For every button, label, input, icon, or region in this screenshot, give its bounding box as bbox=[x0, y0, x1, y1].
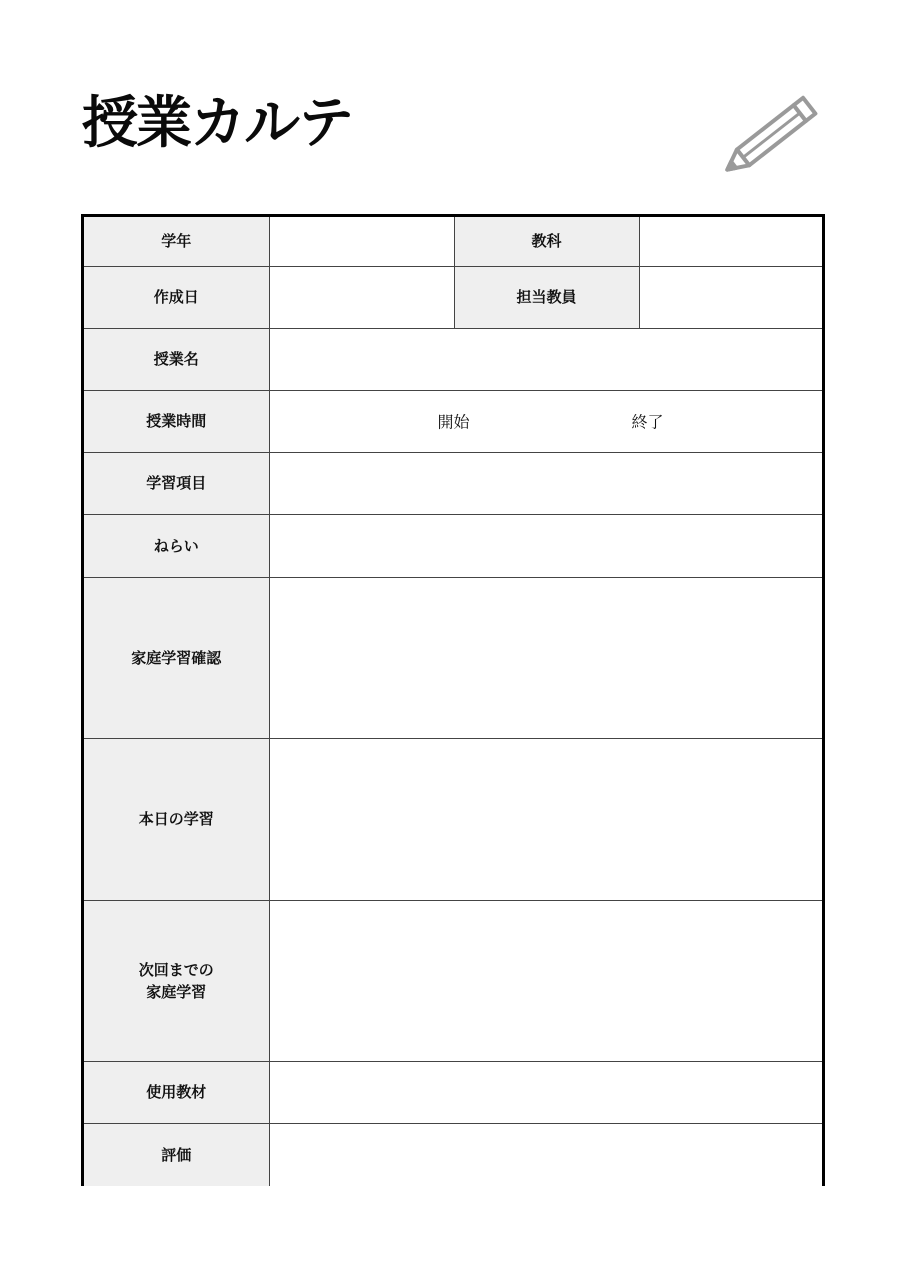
today-learning-field[interactable] bbox=[269, 738, 822, 900]
learning-item-field[interactable] bbox=[269, 452, 822, 514]
next-home-study-label-line2: 家庭学習 bbox=[146, 982, 207, 1001]
row-next-home-study bbox=[84, 900, 822, 1061]
time-end-label: 終了 bbox=[631, 412, 664, 432]
grade-field[interactable] bbox=[269, 217, 454, 266]
learning-item-label: 学習項目 bbox=[84, 452, 269, 514]
lesson-name-field[interactable] bbox=[269, 328, 822, 390]
pencil-icon bbox=[718, 88, 828, 180]
aim-label: ねらい bbox=[84, 514, 269, 577]
teacher-field[interactable] bbox=[639, 266, 822, 328]
home-study-check-field[interactable] bbox=[269, 577, 822, 738]
lesson-chart-table bbox=[84, 217, 822, 1186]
materials-field[interactable] bbox=[269, 1061, 822, 1123]
row-materials bbox=[84, 1061, 822, 1123]
evaluation-field[interactable] bbox=[269, 1123, 822, 1186]
subject-field[interactable] bbox=[639, 217, 822, 266]
aim-field[interactable] bbox=[269, 514, 822, 577]
created-date-label: 作成日 bbox=[84, 266, 269, 328]
row-lesson-name bbox=[84, 328, 822, 390]
created-date-field[interactable] bbox=[269, 266, 454, 328]
lesson-chart-table-frame bbox=[81, 214, 825, 1186]
row-home-study-check bbox=[84, 577, 822, 738]
evaluation-label: 評価 bbox=[84, 1123, 269, 1186]
today-learning-label: 本日の学習 bbox=[84, 738, 269, 900]
time-start-label: 開始 bbox=[437, 412, 470, 432]
row-grade-subject bbox=[84, 217, 822, 266]
row-aim bbox=[84, 514, 822, 577]
next-home-study-label-line1: 次回までの bbox=[138, 960, 214, 979]
row-evaluation bbox=[84, 1123, 822, 1186]
lesson-time-label: 授業時間 bbox=[84, 390, 269, 452]
row-date-teacher bbox=[84, 266, 822, 328]
next-home-study-field[interactable] bbox=[269, 900, 822, 1061]
grade-label: 学年 bbox=[84, 217, 269, 266]
teacher-label: 担当教員 bbox=[454, 266, 639, 328]
lesson-time-field[interactable] bbox=[269, 390, 822, 452]
row-lesson-time bbox=[84, 390, 822, 452]
page-title: 授業カルテ bbox=[82, 91, 352, 156]
next-home-study-label bbox=[84, 900, 269, 1061]
home-study-check-label: 家庭学習確認 bbox=[84, 577, 269, 738]
row-today-learning bbox=[84, 738, 822, 900]
materials-label: 使用教材 bbox=[84, 1061, 269, 1123]
lesson-name-label: 授業名 bbox=[84, 328, 269, 390]
subject-label: 教科 bbox=[454, 217, 639, 266]
row-learning-item bbox=[84, 452, 822, 514]
